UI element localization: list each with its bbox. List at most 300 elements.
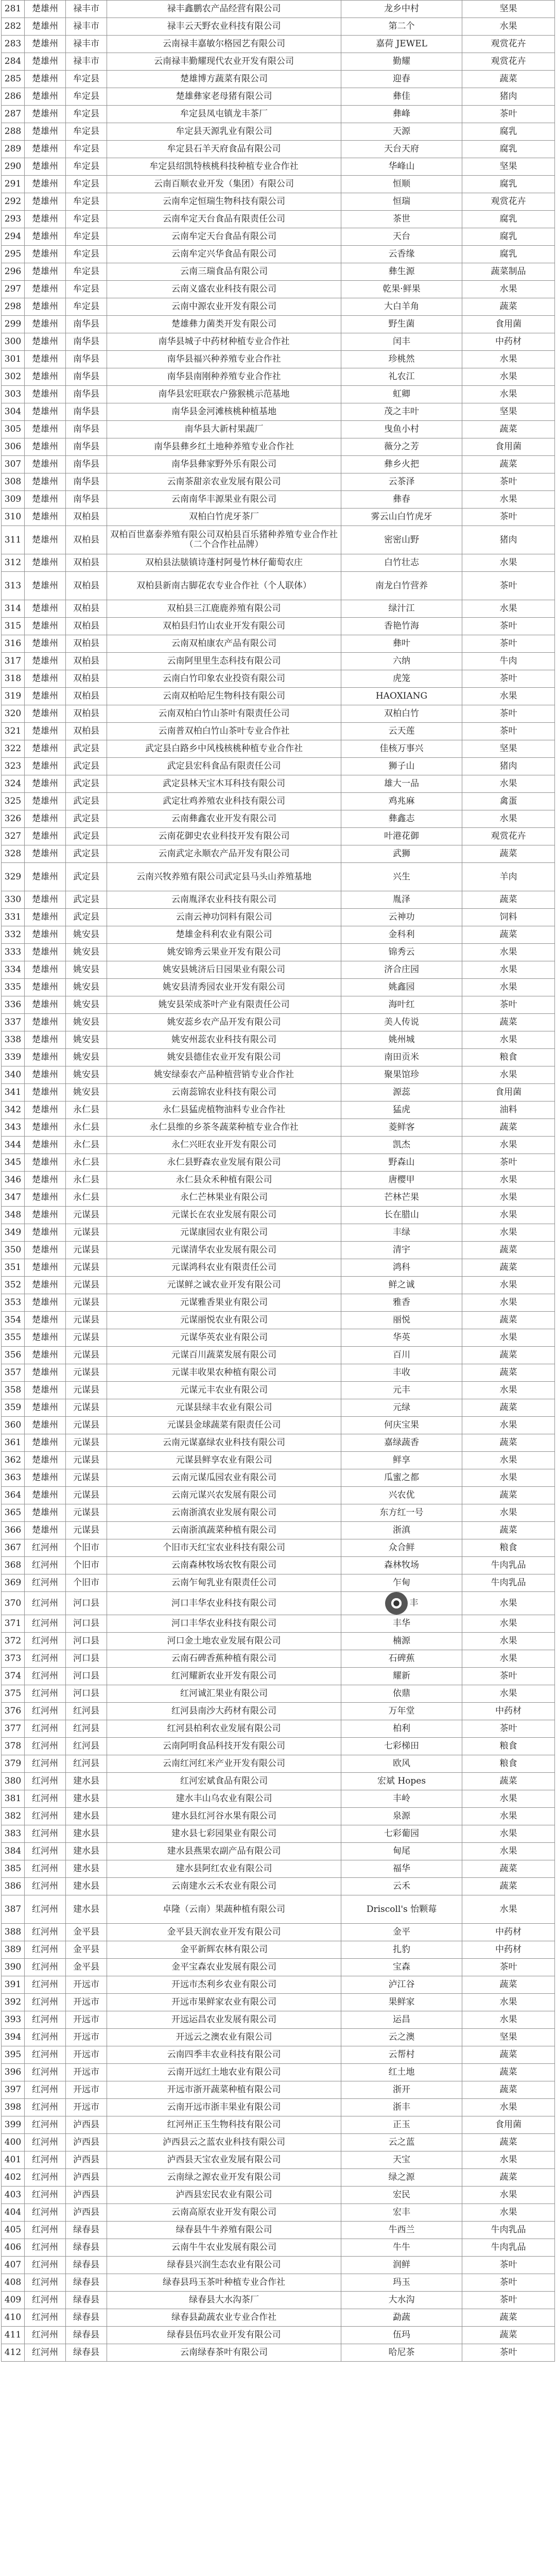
row-category-text: 茶叶	[499, 2277, 517, 2287]
row-number-text: 410	[4, 2312, 22, 2323]
row-city	[25, 996, 66, 1014]
row-city	[25, 1755, 66, 1773]
row-county-text: 武定县	[73, 743, 99, 754]
row-city	[25, 1207, 66, 1224]
row-category-text: 水果	[499, 814, 517, 824]
row-city-text: 楚雄州	[32, 424, 58, 434]
row-brand	[341, 1312, 462, 1329]
row-number-text: 312	[4, 557, 22, 568]
row-category	[462, 2344, 555, 2362]
row-company-text: 个旧市天红宝农业科技有限公司	[163, 1543, 285, 1553]
row-number	[2, 2274, 25, 2292]
row-city	[25, 1994, 66, 2011]
row-brand-text: 天宝	[393, 2155, 410, 2165]
row-county	[66, 403, 107, 421]
row-number	[2, 1399, 25, 1417]
row-county	[66, 1941, 107, 1959]
row-brand-text: 茶世	[393, 214, 410, 224]
row-number	[2, 1487, 25, 1504]
row-category-text: 蔬菜	[499, 1525, 517, 1535]
row-brand	[341, 1825, 462, 1843]
row-number	[2, 1843, 25, 1860]
row-category-text: 水果	[499, 284, 517, 294]
row-company-text: 云南三瑞食品有限公司	[180, 266, 268, 277]
row-county	[66, 845, 107, 863]
row-county	[66, 246, 107, 263]
row-brand-text: 鸡兆麻	[388, 796, 415, 806]
row-number	[2, 705, 25, 723]
row-county	[66, 1825, 107, 1843]
row-number-text: 308	[4, 477, 22, 487]
table-row	[2, 1504, 555, 1522]
row-number-text: 377	[4, 1723, 22, 1734]
row-number-text: 376	[4, 1706, 22, 1716]
row-county	[66, 1522, 107, 1539]
row-city-text: 红河州	[32, 2190, 58, 2200]
row-number-text: 409	[4, 2295, 22, 2305]
row-county-text: 元谋县	[73, 1297, 99, 1308]
row-company-text: 云南元谋瓜园农业有限公司	[171, 1472, 276, 1483]
row-city-text: 楚雄州	[32, 638, 58, 649]
row-county-text: 牟定县	[73, 161, 99, 172]
table-row	[2, 2081, 555, 2099]
row-company	[107, 705, 341, 723]
row-county-text: 牟定县	[73, 74, 99, 84]
row-company-text: 姚安州蕊农业科技有限公司	[171, 1035, 276, 1045]
row-city-text: 楚雄州	[32, 284, 58, 294]
row-company	[107, 2029, 341, 2046]
row-city-text: 楚雄州	[32, 1420, 58, 1430]
table-row	[2, 554, 555, 572]
row-company	[107, 635, 341, 653]
row-company-text: 金平县天润农业开发有限公司	[167, 1927, 281, 1937]
row-company	[107, 1172, 341, 1189]
row-county-text: 开远市	[73, 1997, 99, 2007]
row-company	[107, 793, 341, 810]
row-number	[2, 758, 25, 775]
row-company	[107, 509, 341, 526]
row-county-text: 姚安县	[73, 999, 99, 1010]
row-county	[66, 1189, 107, 1207]
row-company	[107, 1878, 341, 1895]
row-category	[462, 1924, 555, 1941]
row-category	[462, 351, 555, 368]
table-row	[2, 1452, 555, 1469]
row-county-text: 绿春县	[73, 2277, 99, 2287]
row-brand-text: 丽悦	[393, 1315, 410, 1325]
row-company-text: 姚安县姚济后日园果业有限公司	[163, 964, 285, 975]
table-row	[2, 723, 555, 740]
row-city	[25, 2239, 66, 2257]
row-company-text: 南华县彝家野外乐有限公司	[171, 459, 276, 469]
row-brand	[341, 740, 462, 758]
row-city-text: 楚雄州	[32, 1315, 58, 1325]
row-city	[25, 979, 66, 996]
row-city	[25, 1895, 66, 1924]
row-category	[462, 1417, 555, 1434]
row-number	[2, 1592, 25, 1615]
row-county	[66, 1382, 107, 1399]
row-county-text: 元谋县	[73, 1507, 99, 1518]
row-number	[2, 2116, 25, 2134]
row-number	[2, 456, 25, 473]
row-brand	[341, 723, 462, 740]
table-row	[2, 421, 555, 438]
row-number-text: 300	[4, 336, 22, 347]
table-row	[2, 2046, 555, 2064]
row-county	[66, 1137, 107, 1154]
row-company-text: 绿春县牛牛养殖有限公司	[176, 2225, 272, 2235]
row-category-text: 茶叶	[499, 512, 517, 522]
row-category-text: 水果	[499, 1070, 517, 1080]
row-category-text: 坚果	[499, 743, 517, 754]
row-county-text: 南华县	[73, 336, 99, 347]
row-brand-text: 泉源	[393, 1811, 410, 1821]
row-county-text: 双柏县	[73, 580, 99, 591]
row-number	[2, 1738, 25, 1755]
row-brand-text: 华峰山	[388, 161, 415, 172]
row-city	[25, 176, 66, 193]
row-number-text: 392	[4, 1997, 22, 2007]
row-city-text: 楚雄州	[32, 1035, 58, 1045]
row-company-text: 开远市浙开蔬菜种植有限公司	[167, 2084, 281, 2095]
row-county-text: 双柏县	[73, 534, 99, 545]
row-company	[107, 758, 341, 775]
row-county	[66, 2187, 107, 2204]
row-city-text: 楚雄州	[32, 1245, 58, 1255]
row-number	[2, 1685, 25, 1703]
row-county	[66, 509, 107, 526]
row-county-text: 牟定县	[73, 196, 99, 207]
row-county	[66, 491, 107, 509]
row-category-text: 水果	[499, 1653, 517, 1664]
row-company	[107, 1294, 341, 1312]
row-brand	[341, 810, 462, 828]
row-category	[462, 758, 555, 775]
row-category-text: 水果	[499, 1455, 517, 1465]
row-city-text: 楚雄州	[32, 929, 58, 940]
row-company	[107, 723, 341, 740]
row-county	[66, 1, 107, 18]
row-county-text: 南华县	[73, 477, 99, 487]
row-city-text: 红河州	[32, 2277, 58, 2287]
row-category	[462, 2327, 555, 2344]
row-brand	[341, 491, 462, 509]
row-county-text: 姚安县	[73, 1017, 99, 1027]
row-county	[66, 1224, 107, 1242]
row-brand	[341, 141, 462, 158]
row-brand-text: 茂之丰叶	[384, 406, 419, 417]
row-company	[107, 996, 341, 1014]
row-company	[107, 2116, 341, 2134]
row-county	[66, 1154, 107, 1172]
row-number-text: 339	[4, 1052, 22, 1062]
row-county	[66, 1976, 107, 1994]
row-category-text: 蔬菜制品	[491, 266, 526, 277]
row-city-text: 楚雄州	[32, 21, 58, 31]
row-county	[66, 351, 107, 368]
row-category	[462, 572, 555, 600]
row-number-text: 402	[4, 2172, 22, 2182]
row-city-text: 楚雄州	[32, 74, 58, 84]
row-category	[462, 926, 555, 944]
row-company	[107, 1137, 341, 1154]
row-brand-text: 芒林芒果	[384, 1192, 419, 1202]
row-category	[462, 1522, 555, 1539]
row-city-text: 红河州	[32, 1598, 58, 1608]
row-county-text: 牟定县	[73, 284, 99, 294]
row-city	[25, 1259, 66, 1277]
row-company	[107, 2274, 341, 2292]
row-city	[25, 2344, 66, 2362]
row-county-text: 泸西县	[73, 2120, 99, 2130]
row-category-text: 水果	[499, 1297, 517, 1308]
row-city-text: 红河州	[32, 2067, 58, 2077]
row-number	[2, 1031, 25, 1049]
row-city	[25, 845, 66, 863]
row-company-text: 绿春县玛玉茶叶种植专业合作社	[163, 2277, 285, 2287]
row-county	[66, 2064, 107, 2081]
row-category-text: 蔬菜	[499, 1402, 517, 1413]
row-number	[2, 2011, 25, 2029]
row-category-text: 蔬菜	[499, 1437, 517, 1448]
table-row	[2, 1703, 555, 1720]
row-county	[66, 526, 107, 554]
row-city	[25, 1137, 66, 1154]
row-number-text: 334	[4, 964, 22, 975]
row-category	[462, 2187, 555, 2204]
row-company-text: 云南南华丰源果业有限公司	[171, 494, 276, 504]
row-county-text: 开远市	[73, 2049, 99, 2060]
row-brand-text: 密密山野	[384, 534, 419, 545]
row-county-text: 建水县	[73, 1846, 99, 1856]
row-county	[66, 333, 107, 351]
row-category	[462, 2064, 555, 2081]
row-category-text: 茶叶	[499, 673, 517, 684]
table-row	[2, 1959, 555, 1976]
row-company	[107, 845, 341, 863]
row-city-text: 楚雄州	[32, 406, 58, 417]
row-city	[25, 1452, 66, 1469]
table-row	[2, 2309, 555, 2327]
row-brand-text: 绿汁江	[388, 603, 415, 614]
row-number	[2, 1154, 25, 1172]
row-brand-text: 森林牧场	[384, 1560, 419, 1570]
row-city	[25, 106, 66, 123]
row-number	[2, 18, 25, 36]
row-county-text: 武定县	[73, 912, 99, 922]
row-category	[462, 1860, 555, 1878]
row-category-text: 蔬菜	[499, 2049, 517, 2060]
row-brand-text: 楠源	[393, 1636, 410, 1646]
row-city-text: 红河州	[32, 1979, 58, 1990]
row-brand	[341, 1399, 462, 1417]
row-city	[25, 228, 66, 246]
table-row	[2, 653, 555, 670]
row-brand-text: 迎春	[393, 74, 410, 84]
row-city	[25, 2064, 66, 2081]
row-city-text: 楚雄州	[32, 1367, 58, 1378]
table-row	[2, 670, 555, 688]
row-brand-text: 牛牛	[393, 2242, 410, 2252]
row-county-text: 双柏县	[73, 673, 99, 684]
row-company-text: 云南开远红土地农业有限公司	[167, 2067, 281, 2077]
row-number	[2, 2187, 25, 2204]
row-brand	[341, 1522, 462, 1539]
table-row	[2, 1242, 555, 1259]
row-company	[107, 979, 341, 996]
row-county-text: 禄丰市	[73, 39, 99, 49]
row-category-text: 茶叶	[499, 1962, 517, 1972]
row-county-text: 绿春县	[73, 2242, 99, 2252]
row-category-text: 蔬菜	[499, 459, 517, 469]
row-city-text: 楚雄州	[32, 301, 58, 312]
table-row	[2, 1469, 555, 1487]
row-category	[462, 1703, 555, 1720]
row-city-text: 楚雄州	[32, 1017, 58, 1027]
row-city-text: 红河州	[32, 2347, 58, 2358]
row-number-text: 313	[4, 580, 22, 591]
row-number	[2, 554, 25, 572]
row-brand	[341, 36, 462, 53]
row-county-text: 绿春县	[73, 2295, 99, 2305]
row-city	[25, 2204, 66, 2222]
row-county-text: 姚安县	[73, 947, 99, 957]
row-company	[107, 1049, 341, 1066]
row-company-text: 建水丰山乌农业有限公司	[176, 1793, 272, 1804]
row-category-text: 水果	[499, 1210, 517, 1220]
row-number-text: 370	[4, 1598, 22, 1608]
row-brand	[341, 2151, 462, 2169]
row-county-text: 建水县	[73, 1793, 99, 1804]
row-brand	[341, 1994, 462, 2011]
row-category	[462, 88, 555, 106]
row-city-text: 楚雄州	[32, 1455, 58, 1465]
row-brand	[341, 1452, 462, 1469]
row-number-text: 368	[4, 1560, 22, 1570]
row-category-text: 坚果	[499, 406, 517, 417]
row-number-text: 324	[4, 778, 22, 789]
row-number-text: 408	[4, 2277, 22, 2287]
row-number-text: 288	[4, 126, 22, 137]
row-company-text: 楚雄彝家老母猪有限公司	[176, 91, 272, 101]
row-number-text: 388	[4, 1927, 22, 1937]
row-category	[462, 1101, 555, 1119]
row-city-text: 楚雄州	[32, 319, 58, 329]
row-company-text: 河口丰华农业科技有限公司	[171, 1618, 276, 1629]
row-brand-text: 彝峰	[393, 109, 410, 119]
row-city	[25, 723, 66, 740]
row-city	[25, 1685, 66, 1703]
table-row	[2, 1557, 555, 1574]
row-county	[66, 926, 107, 944]
row-number-text: 325	[4, 796, 22, 806]
row-category-text: 腐乳	[499, 144, 517, 154]
row-brand	[341, 2327, 462, 2344]
row-county-text: 永仁县	[73, 1105, 99, 1115]
row-county	[66, 863, 107, 891]
row-number-text: 314	[4, 603, 22, 614]
row-county-text: 牟定县	[73, 126, 99, 137]
row-category-text: 水果	[499, 1904, 517, 1914]
row-company-text: 云南蕊锦农业科技有限公司	[171, 1087, 276, 1097]
row-category	[462, 1574, 555, 1592]
row-brand-text: 南龙白竹营养	[375, 580, 428, 591]
row-brand-text: 云香缘	[388, 249, 415, 259]
row-number-text: 385	[4, 1863, 22, 1874]
row-category-text: 食用菌	[495, 442, 522, 452]
row-brand	[341, 2011, 462, 2029]
row-number-text: 315	[4, 621, 22, 631]
row-number	[2, 1347, 25, 1364]
table-row	[2, 123, 555, 141]
row-number-text: 362	[4, 1455, 22, 1465]
table-row	[2, 36, 555, 53]
row-city-text: 红河州	[32, 2172, 58, 2182]
table-row	[2, 1259, 555, 1277]
row-number-text: 295	[4, 249, 22, 259]
row-category	[462, 961, 555, 979]
table-row	[2, 1994, 555, 2011]
row-company	[107, 1539, 341, 1557]
row-brand	[341, 961, 462, 979]
row-category	[462, 688, 555, 705]
row-county-text: 元谋县	[73, 1525, 99, 1535]
row-company-text: 云南彝鑫农业开发有限公司	[171, 814, 276, 824]
row-number-text: 350	[4, 1245, 22, 1255]
row-category-text: 茶叶	[499, 580, 517, 591]
row-number	[2, 1650, 25, 1668]
row-brand-text: 丰绿	[393, 1227, 410, 1238]
row-brand	[341, 1137, 462, 1154]
row-category	[462, 53, 555, 71]
row-category-text: 粮食	[499, 1543, 517, 1553]
row-category	[462, 1277, 555, 1294]
row-city-text: 楚雄州	[32, 814, 58, 824]
row-brand-text: 云禾	[393, 1881, 410, 1891]
row-number	[2, 1312, 25, 1329]
row-category-text: 粮食	[499, 1052, 517, 1062]
row-company-text: 红河耀新农业开发有限公司	[171, 1671, 276, 1681]
row-number	[2, 1469, 25, 1487]
row-category-text: 水果	[499, 982, 517, 992]
row-company	[107, 106, 341, 123]
row-number-text: 291	[4, 179, 22, 189]
row-county-text: 泸西县	[73, 2190, 99, 2200]
row-category-text: 水果	[499, 1472, 517, 1483]
row-category	[462, 509, 555, 526]
row-brand	[341, 1382, 462, 1399]
row-category-text: 水果	[499, 1997, 517, 2007]
row-company-text: 永仁县野森农业发展有限公司	[167, 1157, 281, 1167]
table-row	[2, 1154, 555, 1172]
row-brand-text: 丰华	[393, 1618, 410, 1629]
row-company	[107, 1685, 341, 1703]
row-county	[66, 123, 107, 141]
row-county	[66, 740, 107, 758]
row-category-text: 水果	[499, 947, 517, 957]
row-company-text: 云南胤泽农业科技有限公司	[171, 894, 276, 905]
row-category-text: 坚果	[499, 2032, 517, 2042]
row-city	[25, 263, 66, 281]
row-category-text: 蔬菜	[499, 1367, 517, 1378]
row-category-text: 水果	[499, 1688, 517, 1699]
row-brand	[341, 1049, 462, 1066]
row-brand-text: 天台	[393, 231, 410, 242]
row-company-text: 云南牟定天台食品有限公司	[171, 231, 276, 242]
row-category-text: 水果	[499, 1175, 517, 1185]
row-city-text: 楚雄州	[32, 964, 58, 975]
